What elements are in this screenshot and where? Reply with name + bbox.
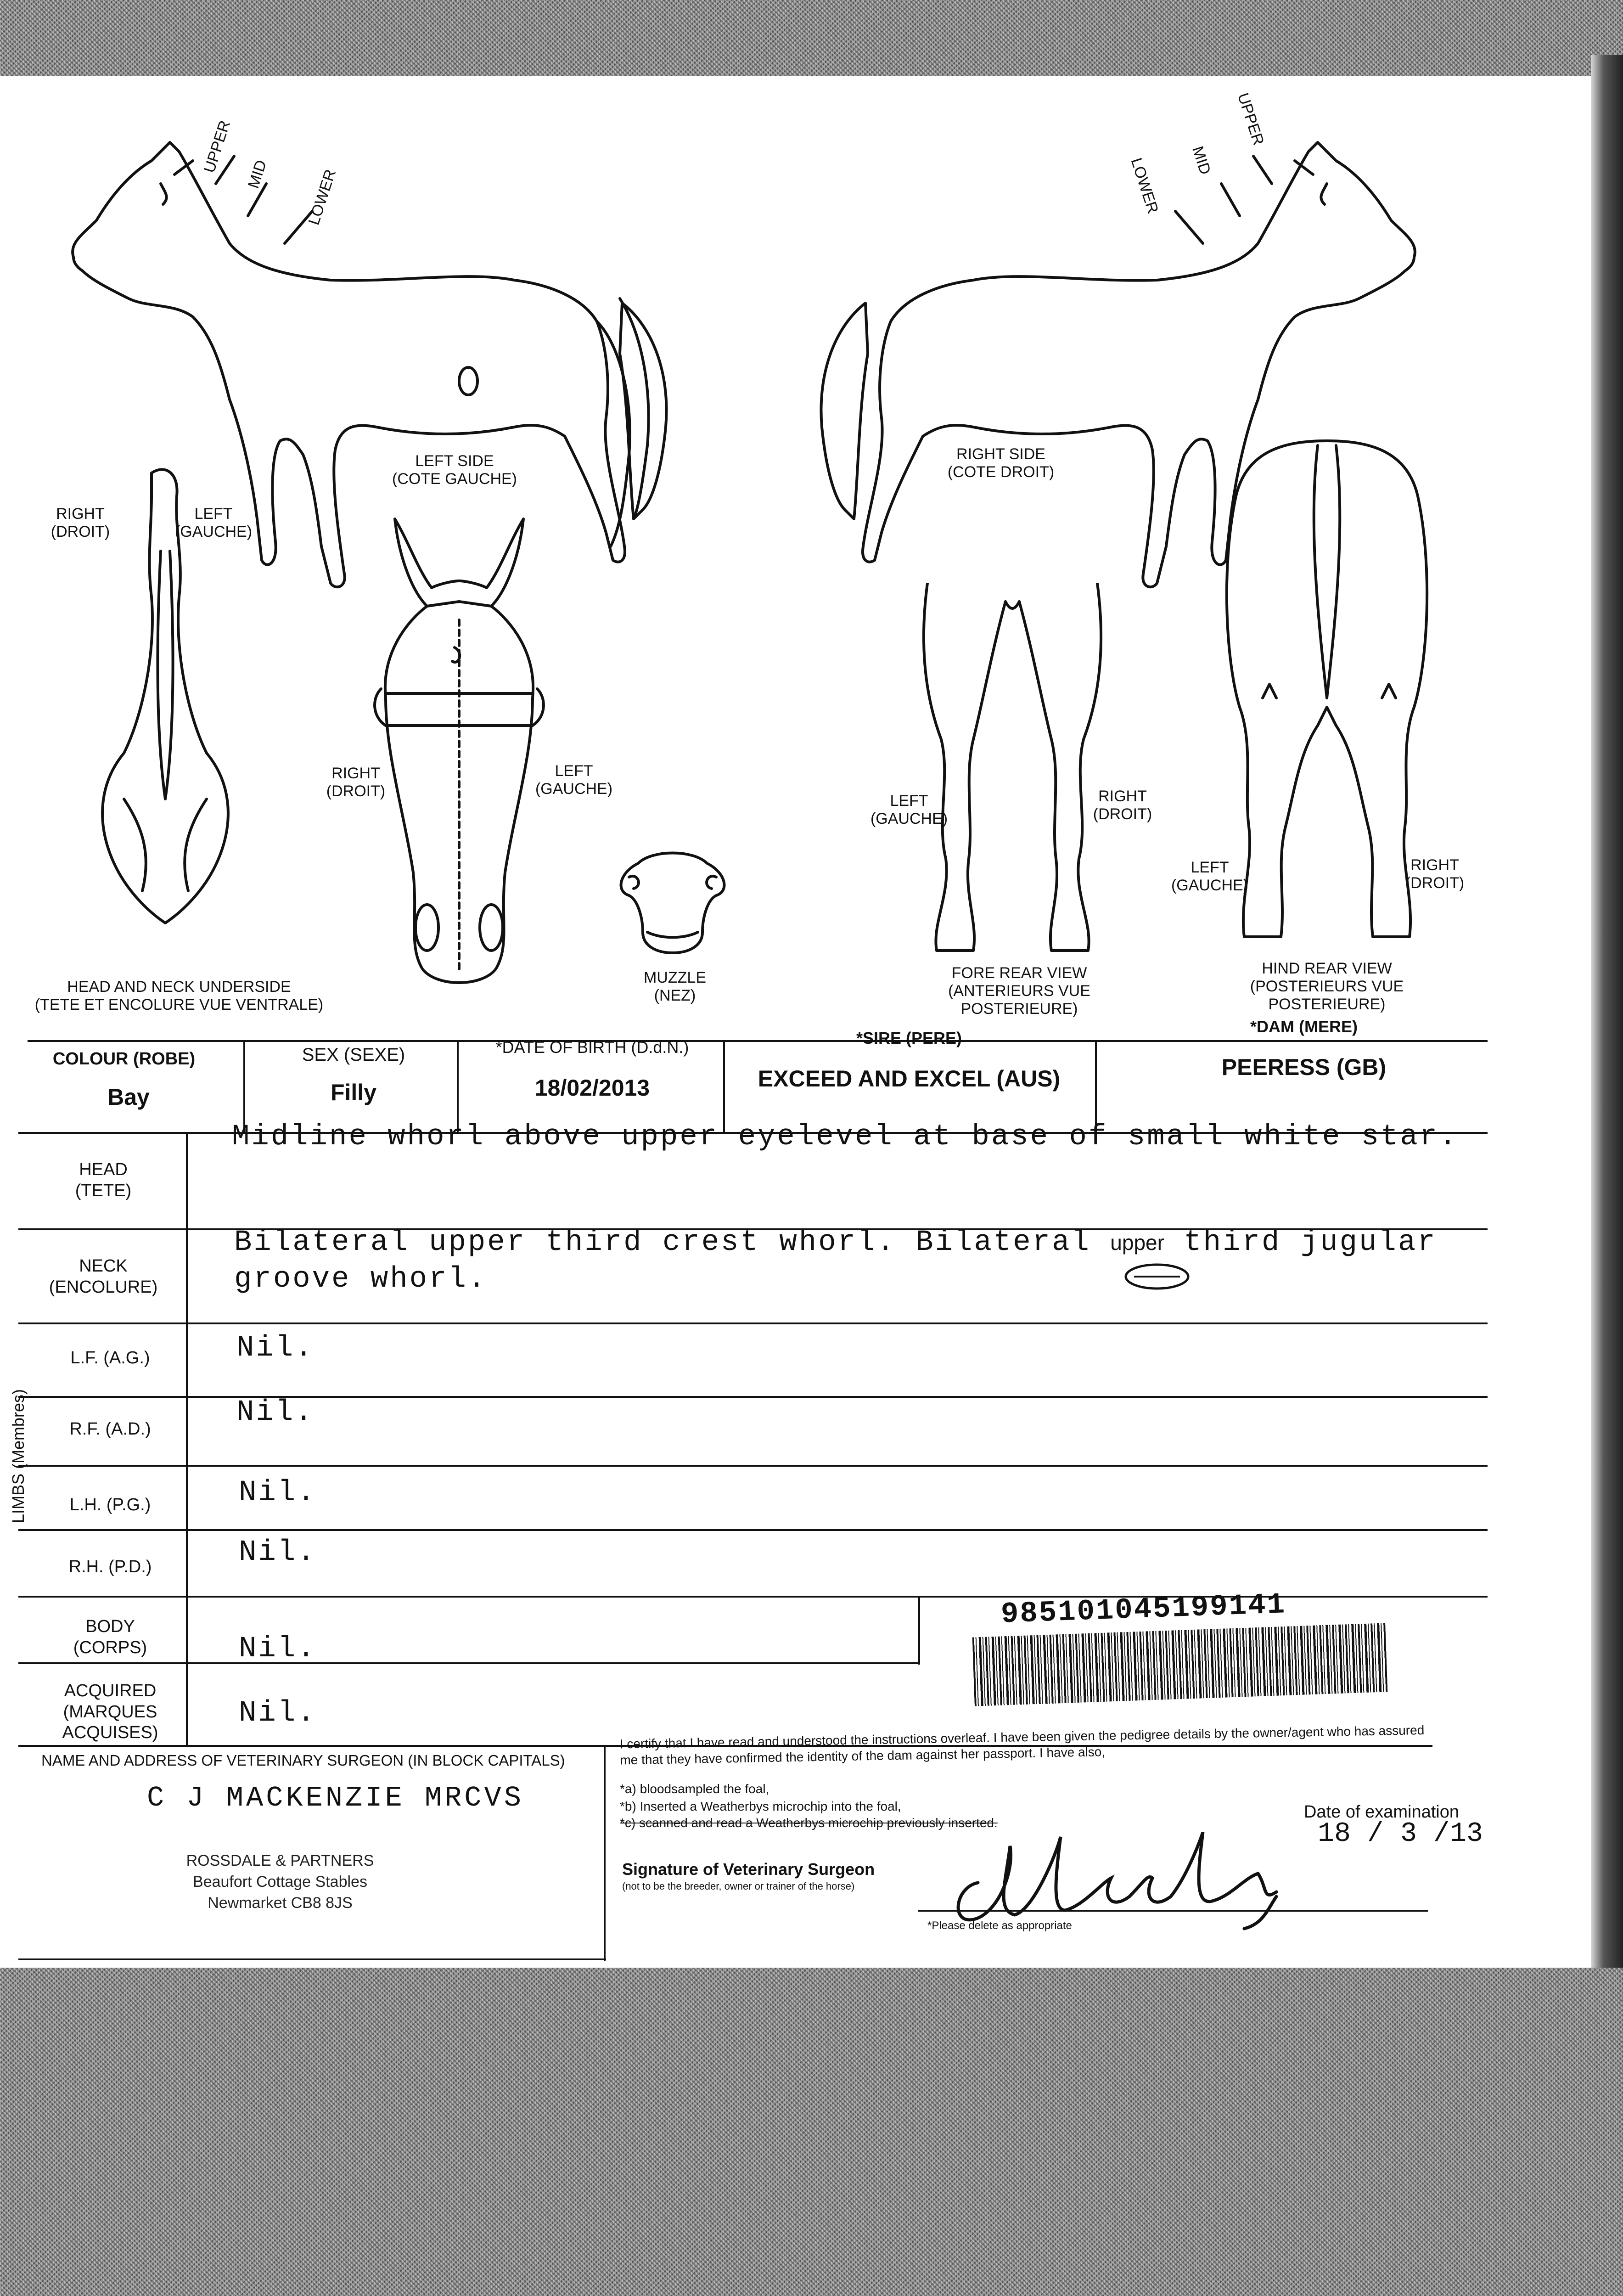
label-fore-right: RIGHT (DROIT) xyxy=(1093,788,1152,823)
label-muzzle: MUZZLE (NEZ) xyxy=(644,969,706,1005)
certify-text: I certify that I have read and understood the instructions overleaf. I have been given the pedigree details by the owner/agent who has assured me that they have confirmed the identity of the dam against her passport. I have also, xyxy=(619,1722,1425,1767)
label-hind-right: RIGHT (DROIT) xyxy=(1405,856,1465,892)
scan-top-border xyxy=(0,0,1623,76)
microchip-number: 985101045199141 xyxy=(1000,1588,1287,1632)
label-left-side: LEFT SIDE (COTE GAUCHE) xyxy=(392,452,517,488)
label-underside-right: RIGHT (DROIT) xyxy=(51,505,110,541)
rule-rf-bottom xyxy=(18,1465,1488,1467)
acquired-label: ACQUIRED (MARQUES ACQUISES) xyxy=(62,1681,158,1743)
body-value: Nil. xyxy=(239,1632,317,1666)
label-column-divider xyxy=(186,1132,188,1745)
identity-divider-3 xyxy=(723,1040,725,1132)
label-right-side: RIGHT SIDE (COTE DROIT) xyxy=(947,445,1055,481)
label-hind-left: LEFT (GAUCHE) xyxy=(1171,859,1249,895)
lh-value: Nil. xyxy=(239,1476,317,1509)
scan-right-edge xyxy=(1591,55,1623,1975)
rh-label: R.H. (P.D.) xyxy=(68,1557,152,1576)
rule-body-bottom xyxy=(18,1662,918,1664)
rh-value: Nil. xyxy=(239,1536,317,1569)
identity-divider-4 xyxy=(1095,1040,1097,1132)
vet-name-label: NAME AND ADDRESS OF VETERINARY SURGEON (IN BLOCK CAPITALS) xyxy=(41,1752,565,1769)
identity-divider-2 xyxy=(457,1040,459,1132)
fore-rear-view-diagram xyxy=(900,583,1125,964)
date-of-examination-label: Date of examination xyxy=(1304,1802,1459,1822)
dam-value: PEERESS (GB) xyxy=(1221,1054,1387,1080)
acquired-value: Nil. xyxy=(239,1697,317,1730)
label-fore-rear-view: FORE REAR VIEW (ANTERIEURS VUE POSTERIEURE) xyxy=(948,964,1090,1018)
label-lower-left: LOWER xyxy=(305,167,340,227)
rf-value: Nil. xyxy=(236,1396,314,1429)
head-label: HEAD (TETE) xyxy=(75,1160,132,1200)
limbs-group-label: LIMBS (Membres) xyxy=(9,1389,28,1524)
muzzle-diagram xyxy=(611,845,735,960)
neck-label: NECK (ENCOLURE) xyxy=(49,1256,158,1297)
label-mid-left: MID xyxy=(244,158,270,191)
initials-stamp-icon xyxy=(1123,1261,1191,1293)
label-hind-rear-view: HIND REAR VIEW (POSTERIEURS VUE POSTERIEURE) xyxy=(1250,960,1404,1013)
neck-text-a: Bilateral upper third crest whorl. Bilateral xyxy=(234,1226,1091,1259)
sex-label: SEX (SEXE) xyxy=(302,1045,405,1065)
identity-divider-1 xyxy=(243,1040,245,1132)
head-value: Midline whorl above upper eyelevel at base of small white star. xyxy=(232,1120,1459,1154)
colour-value: Bay xyxy=(107,1084,150,1110)
label-lower-right: LOWER xyxy=(1127,156,1162,216)
neck-upper-insert: upper xyxy=(1110,1231,1164,1255)
cert-c: *c) scanned and read a Weatherbys microchip previously inserted. xyxy=(620,1816,998,1830)
dam-label: *DAM (MERE) xyxy=(1250,1017,1358,1036)
body-box-right xyxy=(918,1596,920,1665)
date-of-examination: 18 / 3 /13 xyxy=(1318,1818,1483,1850)
head-front-diagram xyxy=(372,514,546,996)
body-label: BODY (CORPS) xyxy=(73,1617,147,1657)
neck-text-b: third jugular xyxy=(1184,1226,1437,1259)
dob-value: 18/02/2013 xyxy=(534,1075,650,1101)
sire-label: *SIRE (PERE) xyxy=(856,1029,962,1047)
vet-bottom-rule xyxy=(18,1958,606,1960)
lf-label: L.F. (A.G.) xyxy=(70,1348,150,1367)
scan-bottom-band xyxy=(0,1968,1623,2296)
sire-value: EXCEED AND EXCEL (AUS) xyxy=(758,1066,1061,1092)
lh-label: L.H. (P.G.) xyxy=(69,1495,151,1514)
label-mid-right: MID xyxy=(1188,144,1214,177)
label-underside-left: LEFT (GAUCHE) xyxy=(174,505,253,541)
vet-name: C J MACKENZIE MRCVS xyxy=(147,1782,524,1814)
lf-value: Nil. xyxy=(236,1332,314,1365)
dob-label: *DATE OF BIRTH (D.d.N.) xyxy=(495,1038,689,1057)
label-head-left: LEFT (GAUCHE) xyxy=(535,762,613,798)
rule-lh-bottom xyxy=(18,1529,1488,1531)
label-upper-left: UPPER xyxy=(200,118,234,175)
cert-b: *b) Inserted a Weatherbys microchip into the foal, xyxy=(620,1799,901,1813)
vet-stamp: ROSSDALE & PARTNERS Beaufort Cottage Stables Newmarket CB8 8JS xyxy=(186,1852,374,1912)
label-fore-left: LEFT (GAUCHE) xyxy=(870,792,948,828)
vet-divider xyxy=(604,1745,606,1961)
label-head-right: RIGHT (DROIT) xyxy=(326,765,386,800)
neck-value-line2: groove whorl. xyxy=(234,1263,488,1296)
sex-value: Filly xyxy=(330,1080,377,1105)
label-upper-right: UPPER xyxy=(1234,90,1268,147)
signature-label: Signature of Veterinary Surgeon xyxy=(622,1860,875,1879)
microchip-barcode xyxy=(972,1623,1388,1706)
rf-label: R.F. (A.D.) xyxy=(69,1419,151,1439)
delete-note: *Please delete as appropriate xyxy=(927,1919,1072,1932)
colour-label: COLOUR (ROBE) xyxy=(52,1049,196,1069)
label-head-neck-underside: HEAD AND NECK UNDERSIDE (TETE ET ENCOLURE VUE VENTRALE) xyxy=(34,978,324,1014)
cert-a: *a) bloodsampled the foal, xyxy=(620,1782,769,1796)
signature-note: (not to be the breeder, owner or trainer of the horse) xyxy=(622,1880,855,1892)
rule-neck-bottom xyxy=(18,1322,1488,1324)
neck-value-line1 xyxy=(234,1226,1437,1259)
